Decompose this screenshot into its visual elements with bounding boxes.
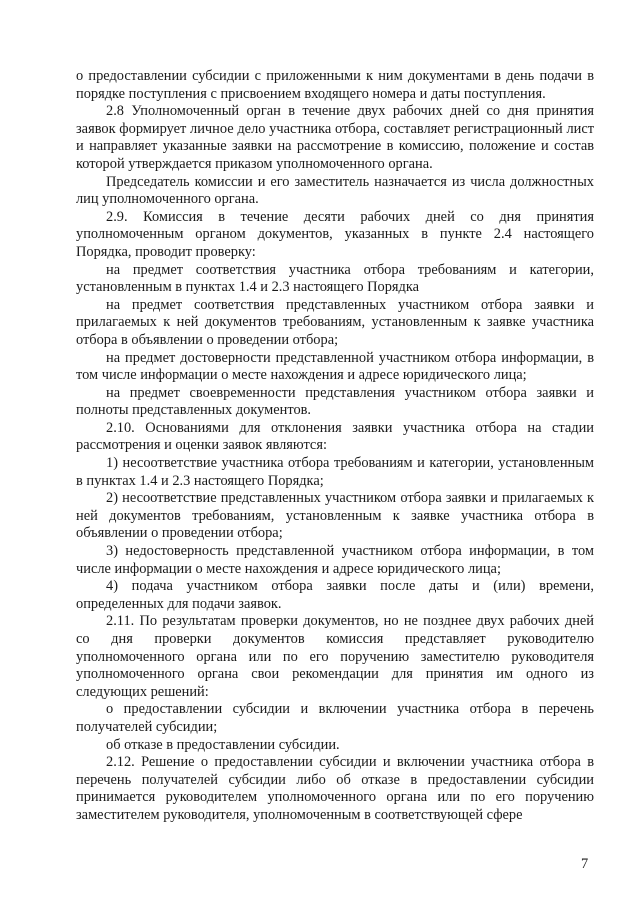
paragraph-2-12: 2.12. Решение о предоставлении субсидии и включении участника отбора в перечень получателей субсидии либо об отказе в предоставлении субсидии принимается руководителем уполномоченного органа или по его поручению заместителем руководителя, уполномоченным в соответствующей сфере [76,754,594,823]
paragraph-reason-2: 2) несоответствие представленных участником отбора заявки и прилагаемых к ней документов требованиям, установленным к заявке участника отбора в объявлении о проведении отбора; [76,490,594,542]
paragraph-continuation: о предоставлении субсидии с приложенными к ним документами в день подачи в порядке поступления с присвоением входящего номера и даты поступления. [76,68,594,102]
paragraph-2-11: 2.11. По результатам проверки документов, но не позднее двух рабочих дней со дня проверки документов комиссия представляет руководителю уполномоченного органа или по его поручению заместителю руководителя уполномоченного органа свои рекомендации для принятия им одного из следующих решений: [76,613,594,700]
paragraph-reason-4: 4) подача участником отбора заявки после даты и (или) времени, определенных для подачи заявок. [76,578,594,612]
paragraph-reason-1: 1) несоответствие участника отбора требованиям и категории, установленным в пунктах 1.4 и 2.3 настоящего Порядка; [76,455,594,489]
paragraph-decision-grant: о предоставлении субсидии и включении участника отбора в перечень получателей субсидии; [76,701,594,735]
paragraph-decision-refuse: об отказе в предоставлении субсидии. [106,736,340,753]
paragraph-commission-chair: Председатель комиссии и его заместитель назначается из числа должностных лиц уполномоченного органа. [76,173,594,208]
paragraph-2-9: 2.9. Комиссия в течение десяти рабочих дней со дня принятия уполномоченным органом документов, указанных в пункте 2.4 настоящего Порядка, проводит проверку: [76,208,594,260]
page-number: 7 [581,856,589,872]
paragraph-check-timeliness: на предмет своевременности представления участником отбора заявки и полноты представленных документов. [76,384,594,419]
paragraph-2-8: 2.8 Уполномоченный орган в течение двух рабочих дней со дня принятия заявок формирует личное дело участника отбора, составляет регистрационный лист и направляет указанные заявки на рассмотрение в комиссию, положение и состав которой утверждается приказом уполномоченного органа. [76,103,594,172]
paragraph-check-documents: на предмет соответствия представленных участником отбора заявки и прилагаемых к ней документов требованиям, установленным к заявке участника отбора в объявлении о проведении отбора; [76,296,594,348]
paragraph-reason-3: 3) недостоверность представленной участником отбора информации, в том числе информации о месте нахождения и адресе юридического лица; [76,543,594,577]
paragraph-check-reliability: на предмет достоверности представленной участником отбора информации, в том числе информации о месте нахождения и адресе юридического лица; [76,349,594,384]
paragraph-2-10: 2.10. Основаниями для отклонения заявки участника отбора на стадии рассмотрения и оценки заявок являются: [76,419,594,454]
document-body [76,68,594,825]
paragraph-check-category: на предмет соответствия участника отбора требованиям и категории, установленным в пунктах 1.4 и 2.3 настоящего Порядка [76,261,594,296]
